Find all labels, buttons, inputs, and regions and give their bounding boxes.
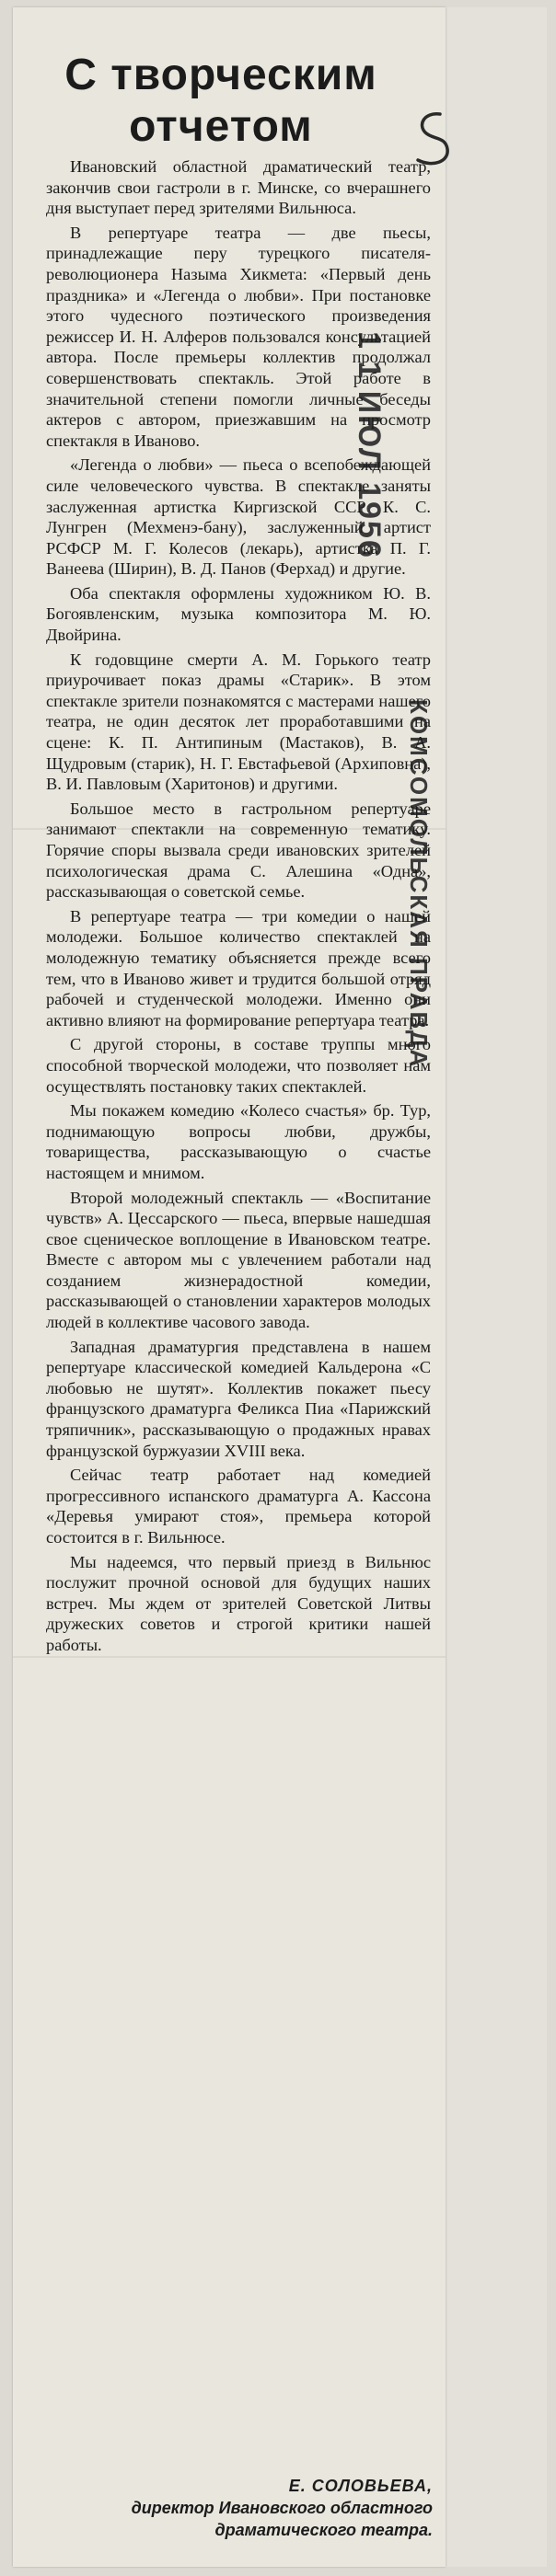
author-name: Е. СОЛОВЬЕВА, (288, 2477, 433, 2495)
paragraph: К годовщине смерти А. М. Горького театр приурочивает показ драмы «Старик». В этом спектакле зрители познакомятся с мастерами нашего театра, не один десяток лет проработавшими на сцене: К. П. Антипиным (Мастаков), В. А. Щудровым (старик), Н. Г. Евстафьевой (Архиповна), В. И. Павловым (Харитонов) и другими. (46, 650, 431, 794)
paragraph: «Легенда о любви» — пьеса о всепобеждающей силе человеческого чувства. В спектакле заняты заслуженная артистка Киргизской ССР К. С. Лунгрен (Мехменэ-бану), заслуженный артист РСФСР М. Г. Колесов (лекарь), артистка П. Г. Ванеева (Ширин), В. Д. Панов (Ферхад) и другие. (46, 455, 431, 579)
paragraph: С другой стороны, в составе труппы много способной творческой молодежи, что позволяет нам осуществлять постановку таких спектаклей. (46, 1035, 431, 1096)
paragraph: В репертуаре театра — три комедии о нашей молодежи. Большое количество спектаклей на молодежную тематику объясняется прежде всего тем, что в Иваново живет и трудится большой отряд рабочей и студенческой молодежи. Именно они активно влияют на формирование репертуара театра. (46, 906, 431, 1029)
paragraph: Мы надеемся, что первый приезд в Вильнюс послужит прочной основой для будущих наших встреч. Мы ждем от зрителей Советской Литвы дружеских советов и строгой критики нашей работы. (46, 1552, 431, 1654)
signature-block (101, 2475, 433, 2541)
stamp-date: 1 1 ИЮЛ 1956 (352, 331, 387, 559)
headline: С творческим отчетом (64, 51, 377, 152)
paragraph: Сейчас театр работает над комедией прогрессивного испанского драматурга А. Кассона «Деревья умирают стоя», премьера которой состоится в г. Вильнюсе. (46, 1466, 431, 1547)
paragraph: Ивановский областной драматический театр, закончив свои гастроли в г. Минске, со вчерашнего дня выступает перед зрителями Вильнюса. (46, 157, 431, 218)
article-body (46, 156, 431, 1660)
newspaper-name-stamp: КОМСОМОЛЬСКАЯ ПРАВДА (405, 699, 433, 1069)
paragraph: Большое место в гастрольном репертуаре занимают спектакли на современную тематику. Горячие споры вызвала среди ивановских зрителей психологическая драма С. Алешина «Одна», рассказывающая о советской семье. (46, 799, 431, 902)
author-title: драматического театра. (214, 2521, 433, 2539)
paragraph: Второй молодежный спектакль — «Воспитание чувств» А. Цессарского — пьеса, впервые нашедшая свое сценическое воплощение в Ивановском театре. Вместе с автором мы с увлечением работали над созданием жизнерадостной комедии, рассказывающей о становлении характеров молодых людей в коллективе часового завода. (46, 1188, 431, 1332)
author-title: директор Ивановского областного (131, 2499, 433, 2517)
background-margin (446, 7, 547, 2567)
paragraph: Мы покажем комедию «Колесо счастья» бр. Тур, поднимающую вопросы любви, дружбы, товарищества, рассказывающую о счастье настоящем и мнимом. (46, 1101, 431, 1182)
paragraph: В репертуаре театра — две пьесы, принадлежащие перу турецкого писателя-революционера Назыма Хикмета: «Первый день праздника» и «Легенда о любви». При постановке этого чудесного поэтического произведения режиссер И. Н. Алферов пользовался консультацией автора. После премьеры коллектив продолжал совершенствовать спектакль. Этой работе в значительной степени помогли личные беседы актеров с автором, приезжавшим на просмотр спектакля в Иваново. (46, 223, 431, 450)
paragraph: Западная драматургия представлена в нашем репертуаре классической комедией Кальдерона «С любовью не шутят». Коллектив покажет пьесу французского драматурга Феликса Пиа «Парижский тряпичник», рассказывающую о продажных нравах французской буржуазии XVIII века. (46, 1337, 431, 1460)
paragraph: Оба спектакля оформлены художником Ю. В. Богоявленским, музыка композитора М. Ю. Двойрина. (46, 583, 431, 645)
